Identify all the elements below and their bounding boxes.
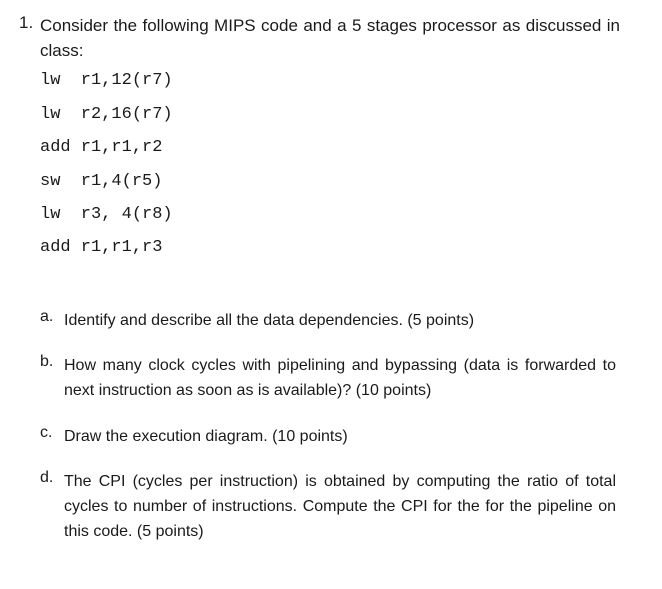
sub-question-letter: c. [40, 424, 53, 441]
code-line: lw r2,16(r7) [40, 105, 173, 124]
code-line: sw r1,4(r5) [40, 172, 163, 191]
sub-question-letter: a. [40, 308, 54, 325]
sub-question-text: Identify and describe all the data dependencies. (5 points) [64, 312, 475, 329]
code-line: lw r1,12(r7) [40, 71, 173, 90]
sub-question-text: How many clock cycles with pipelining and bypassing (data is forwarded to next instruction as soon as is available)? (10 points) [64, 357, 616, 399]
sub-question-text: Draw the execution diagram. (10 points) [64, 428, 348, 445]
sub-question-letter: d. [40, 469, 54, 486]
sub-question-letter: b. [40, 353, 54, 370]
code-line: add r1,r1,r2 [40, 138, 163, 157]
code-line: lw r3, 4(r8) [40, 205, 173, 224]
question-number: 1. [19, 13, 34, 32]
sub-question-text: The CPI (cycles per instruction) is obtained by computing the ratio of total cycles to number of instructions. Compute the CPI for the for the pipeline on this code. (5 points) [64, 473, 616, 540]
question-text: Consider the following MIPS code and a 5 stages processor as discussed in class: [40, 16, 620, 60]
code-line: add r1,r1,r3 [40, 238, 163, 257]
